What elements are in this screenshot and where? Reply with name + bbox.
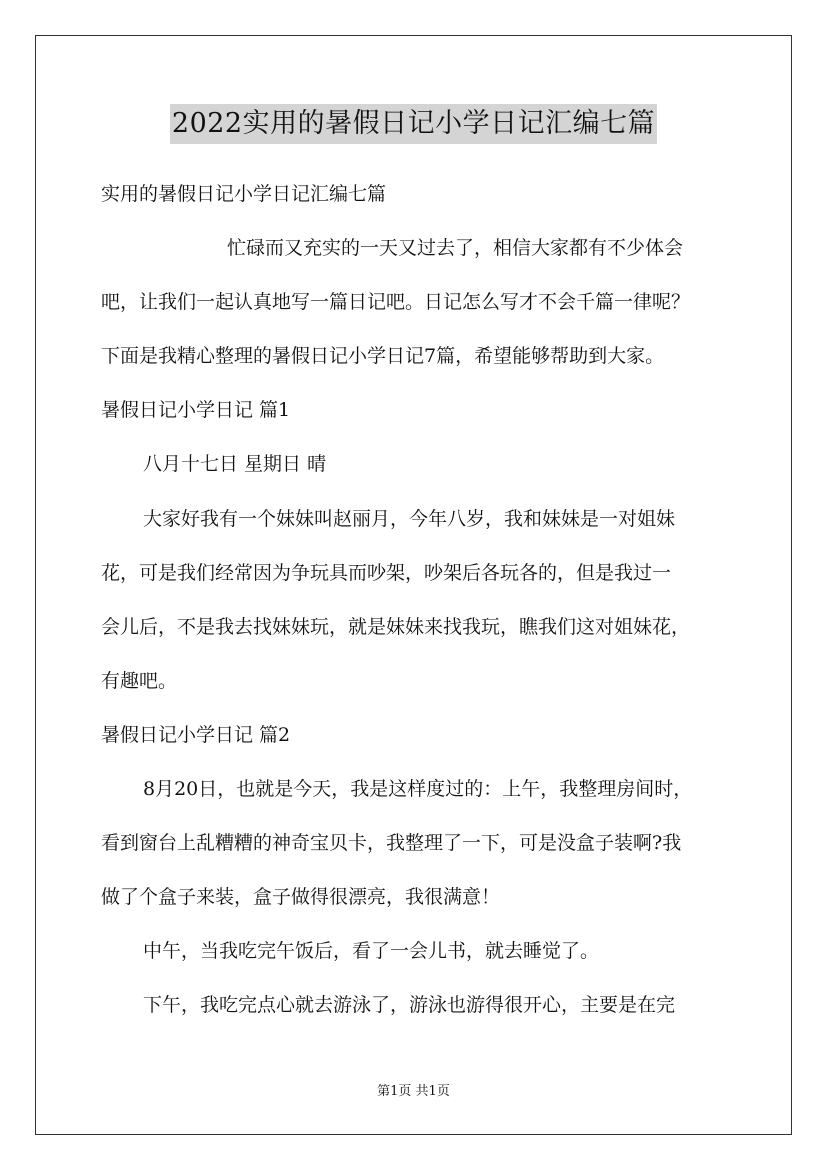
- body-line: 会儿后，不是我去找妹妹玩，就是妹妹来找我玩，瞧我们这对姐妹花，: [101, 616, 691, 638]
- body-line: 花，可是我们经常因为争玩具而吵架，吵架后各玩各的，但是我过一: [101, 562, 672, 584]
- date-line: 八月十七日 星期日 晴: [143, 453, 327, 475]
- intro-line-2: 吧，让我们一起认真地写一篇日记吧。日记怎么写才不会千篇一律呢？: [101, 291, 691, 313]
- body-line: 有趣吧。: [101, 670, 178, 692]
- section-heading-1: 暑假日记小学日记 篇1: [101, 399, 291, 421]
- page-footer: 第1页 共1页: [377, 1084, 450, 1099]
- body-line: 中午，当我吃完午饭后，看了一会儿书，就去睡觉了。: [143, 940, 600, 962]
- body-line: 做了个盒子来装，盒子做得很漂亮，我很满意！: [101, 886, 501, 908]
- body-line: 下午，我吃完点心就去游泳了，游泳也游得很开心，主要是在完: [143, 994, 676, 1016]
- subtitle-line: 实用的暑假日记小学日记汇编七篇: [101, 183, 387, 205]
- body-line: 看到窗台上乱糟糟的神奇宝贝卡，我整理了一下，可是没盒子装啊?我: [101, 832, 682, 854]
- intro-line-1: 忙碌而又充实的一天又过去了，相信大家都有不少体会: [227, 237, 684, 259]
- body-line: 大家好我有一个妹妹叫赵丽月，今年八岁，我和妹妹是一对姐妹: [143, 508, 676, 530]
- section-heading-2: 暑假日记小学日记 篇2: [101, 724, 291, 746]
- body-line: 8月20日，也就是今天，我是这样度过的：上午，我整理房间时，: [143, 778, 693, 800]
- document-title-block: [0, 104, 827, 144]
- document-title: 2022实用的暑假日记小学日记汇编七篇: [170, 104, 657, 144]
- intro-line-3: 下面是我精心整理的暑假日记小学日记7篇，希望能够帮助到大家。: [101, 345, 665, 367]
